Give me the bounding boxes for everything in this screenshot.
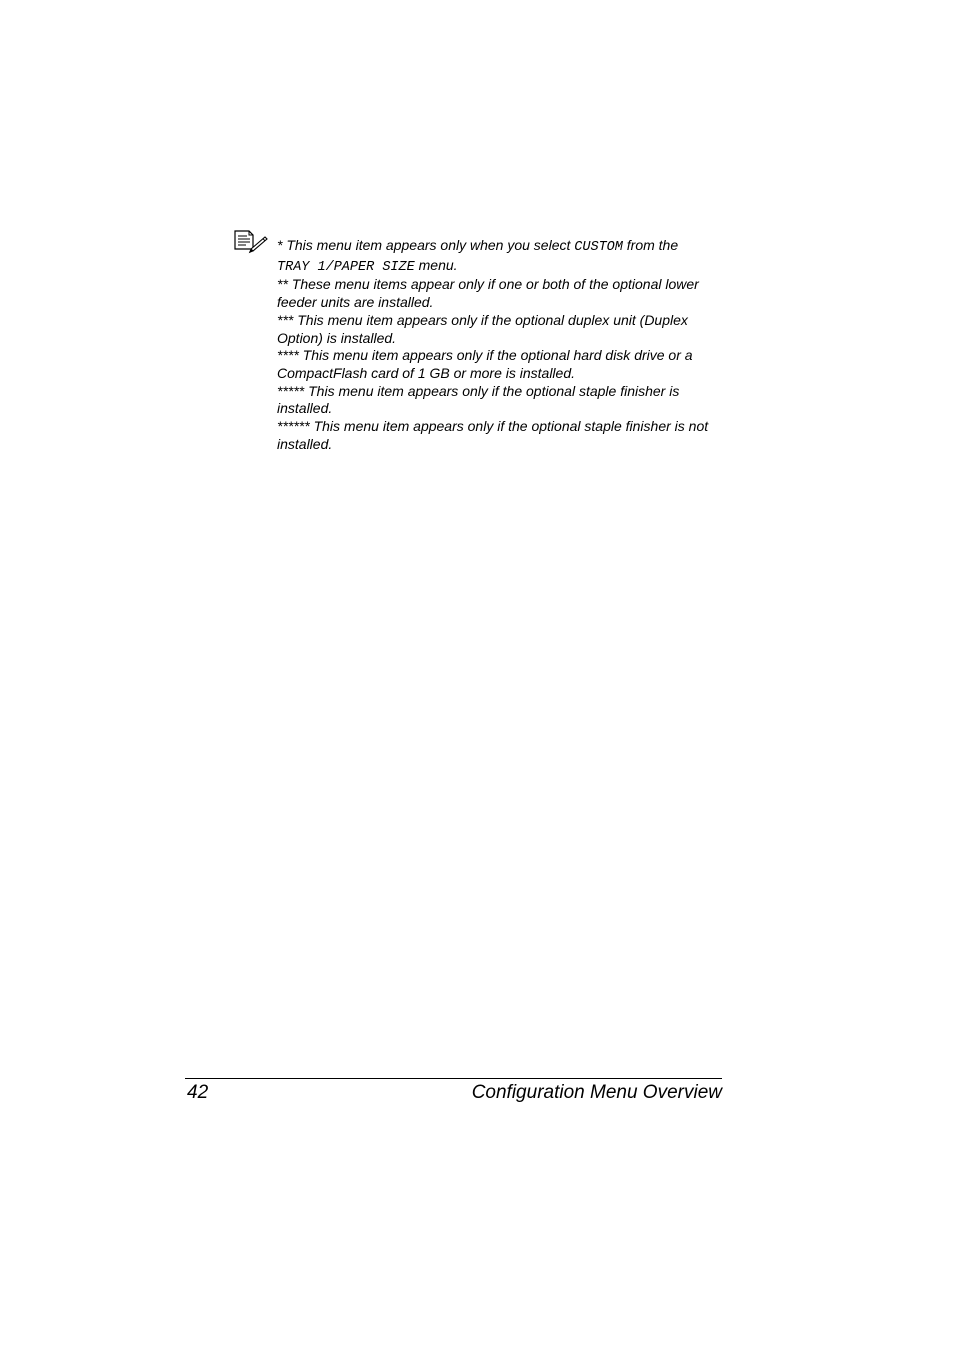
code-term: TRAY 1/PAPER SIZE	[277, 259, 415, 275]
note-pencil-icon	[232, 229, 268, 255]
note-line: CompactFlash card of 1 GB or more is installed.	[277, 364, 576, 381]
note-line: ** These menu items appear only if one or both of the optional lower	[277, 276, 699, 293]
footer-divider	[185, 1078, 722, 1079]
note-line: * This menu item appears only when you select CUSTOM from the	[277, 237, 679, 255]
note-text	[277, 237, 737, 453]
note-line: TRAY 1/PAPER SIZE menu.	[277, 256, 458, 275]
code-term: CUSTOM	[574, 240, 623, 255]
note-line: installed.	[277, 400, 333, 417]
note-line: *** This menu item appears only if the optional duplex unit (Duplex	[277, 311, 688, 328]
note-line: ***** This menu item appears only if the optional staple finisher is	[277, 382, 680, 399]
note-line: ****** This menu item appears only if the optional staple finisher is not	[277, 418, 709, 435]
note-line: **** This menu item appears only if the optional hard disk drive or a	[277, 347, 693, 364]
note-line: Option) is installed.	[277, 329, 397, 346]
footer-section-title: Configuration Menu Overview	[471, 1082, 722, 1103]
page-number: 42	[187, 1082, 209, 1103]
note-line: installed.	[277, 435, 333, 452]
note-line: feeder units are installed.	[277, 294, 434, 311]
